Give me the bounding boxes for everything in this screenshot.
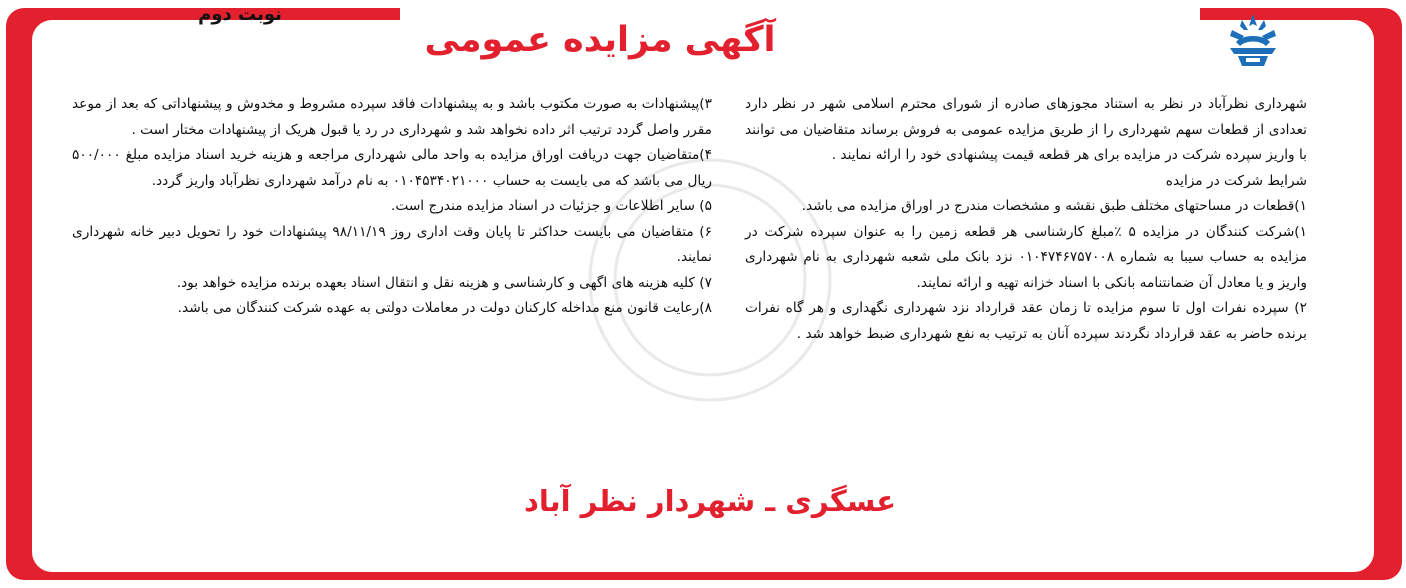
condition-item: ۳)پیشنهادات به صورت مکتوب باشد و به پیشنهادات فاقد سپرده مشروط و مخدوش و پیشنهاداتی که بعد از موعد مقرر واصل گردد ترتیب اثر داده نخواهد شد و شهرداری در رد یا قبول هریک از پیشنهادات مختار است . <box>72 96 712 138</box>
condition-item: ۸)رعایت قانون منع مداخله کارکنان دولت در معاملات دولتی به عهده شرکت کنندگان می باشد. <box>177 300 712 316</box>
condition-item: ۱)شرکت کنندگان در مزایده ۵ ٪مبلغ کارشناسی هر قطعه زمین را به عنوان سپرده شرکت در مزایده به حساب سیبا به شماره ۰۱۰۴۷۴۶۷۵۷۰۰۸ نزد بانک ملی شعبه شهرداری به نام شهرداری واریز و یا معادل آن ضمانتنامه بانکی با اسناد خزانه تهیه و ارائه نمایند. <box>745 223 1308 291</box>
mayor-signature: عسگری ـ شهردار نظر آباد <box>523 484 897 518</box>
left-column <box>72 92 712 322</box>
conditions-heading: شرایط شرکت در مزایده <box>1165 172 1307 189</box>
page-title: آگهی مزایده عمومی <box>424 20 776 60</box>
publication-turn-label: نوبت دوم <box>198 4 282 25</box>
intro-paragraph: شهرداری نظرآباد در نظر به استناد مجوزهای صادره از شورای محترم اسلامی شهر در نظر دارد تعدادی از قطعات سهم شهرداری را از طریق مزایده عمومی به فروش برساند متقاضیان می توانند با واریز سپرده شرکت در مزایده برای هر قطعه قیمت پیشنهادی خود را ارائه نمایند . <box>745 96 1307 163</box>
condition-item: ۲) سپرده نفرات اول تا سوم مزایده تا زمان عقد قرارداد نزد شهرداری نگهداری و هر گاه نفرات برنده حاضر به عقد قرارداد نگردند سپرده آنان به ترتیب به نفع شهرداری ضبط خواهد شد . <box>745 300 1307 342</box>
condition-item: ۱)قطعات در مساحتهای مختلف طبق نقشه و مشخصات مندرج در اوراق مزایده می باشد. <box>801 198 1307 214</box>
condition-item: ۷) کلیه هزینه های اگهی و کارشناسی و هزینه نقل و انتقال اسناد بعهده برنده مزایده خواهد بود. <box>176 274 712 291</box>
condition-item: ۶) متقاضیان می بایست حداکثر تا پایان وقت اداری روز ۹۸/۱۱/۱۹ پیشنهادات خود را تحویل دبیر خانه شهرداری نمایند. <box>72 223 712 265</box>
right-column <box>745 92 1307 347</box>
condition-item: ۴)متقاضیان جهت دریافت اوراق مزایده به واحد مالی شهرداری مراجعه و هزینه خرید اسناد مزایده مبلغ ۵۰۰/۰۰۰ ریال می باشد که می بایست به حساب ۰۱۰۴۵۳۴۰۲۱۰۰۰ به نام درآمد شهرداری نظرآباد واریز گردد. <box>72 147 712 189</box>
condition-item: ۵) سایر اطلاعات و جزئیات در اسناد مزایده مندرج است. <box>391 198 712 214</box>
municipality-emblem-icon <box>1222 10 1284 72</box>
